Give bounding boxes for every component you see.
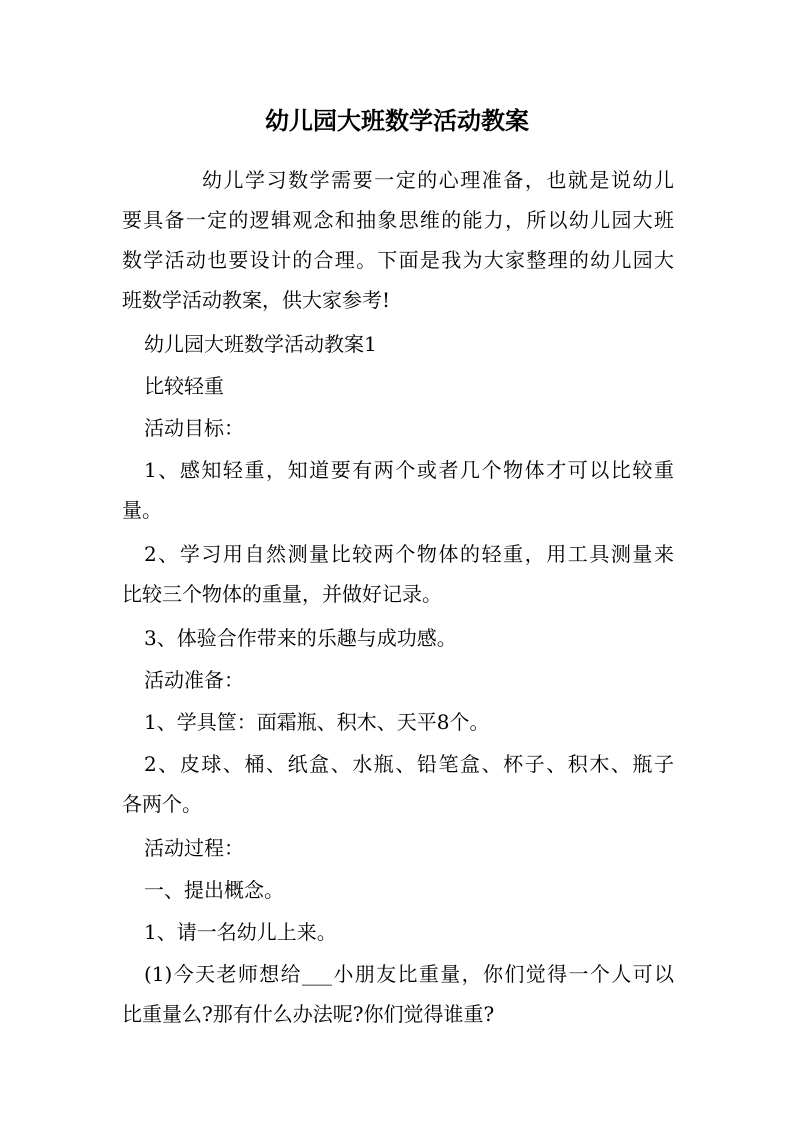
intro-line: 班数学活动教案，供大家参考! xyxy=(122,288,391,312)
intro-line: 数学活动也要设计的合理。下面是我为大家整理的幼儿园大 xyxy=(122,248,674,272)
intro-line: 要具备一定的逻辑观念和抽象思维的能力，所以幼儿园大班 xyxy=(122,208,674,232)
goal-item-3: 3、体验合作带来的乐趣与成功感。 xyxy=(144,626,457,650)
step-heading: 一、提出概念。 xyxy=(144,878,284,902)
step-question: (1)今天老师想给___小朋友比重量，你们觉得一个人可以 比重量么?那有什么办法呢?你们觉得谁重? xyxy=(122,962,674,1026)
lesson-title: 比较轻重 xyxy=(144,374,224,398)
prep-label: 活动准备： xyxy=(144,668,244,692)
process-label: 活动过程： xyxy=(144,836,244,860)
document-title: 幼儿园大班数学活动教案 xyxy=(265,107,529,135)
prep-item-1: 1、学具筐：面霜瓶、积木、天平8个。 xyxy=(144,710,490,734)
goal-item-1: 1、感知轻重，知道要有两个或者几个物体才可以比较重 量。 xyxy=(122,458,674,522)
goals-label: 活动目标： xyxy=(144,416,244,440)
prep-item-2: 2、皮球、桶、纸盒、水瓶、铅笔盒、杯子、积木、瓶子 各两个。 xyxy=(122,752,674,816)
intro-line: 幼儿学习数学需要一定的心理准备，也就是说幼儿 xyxy=(202,168,674,192)
intro-paragraph xyxy=(122,160,674,320)
step-item-1: 1、请一名幼儿上来。 xyxy=(144,920,337,944)
goal-item-2: 2、学习用自然测量比较两个物体的轻重，用工具测量来 比较三个物体的重量，并做好记录。 xyxy=(122,542,674,606)
section-heading: 幼儿园大班数学活动教案1 xyxy=(144,332,377,356)
